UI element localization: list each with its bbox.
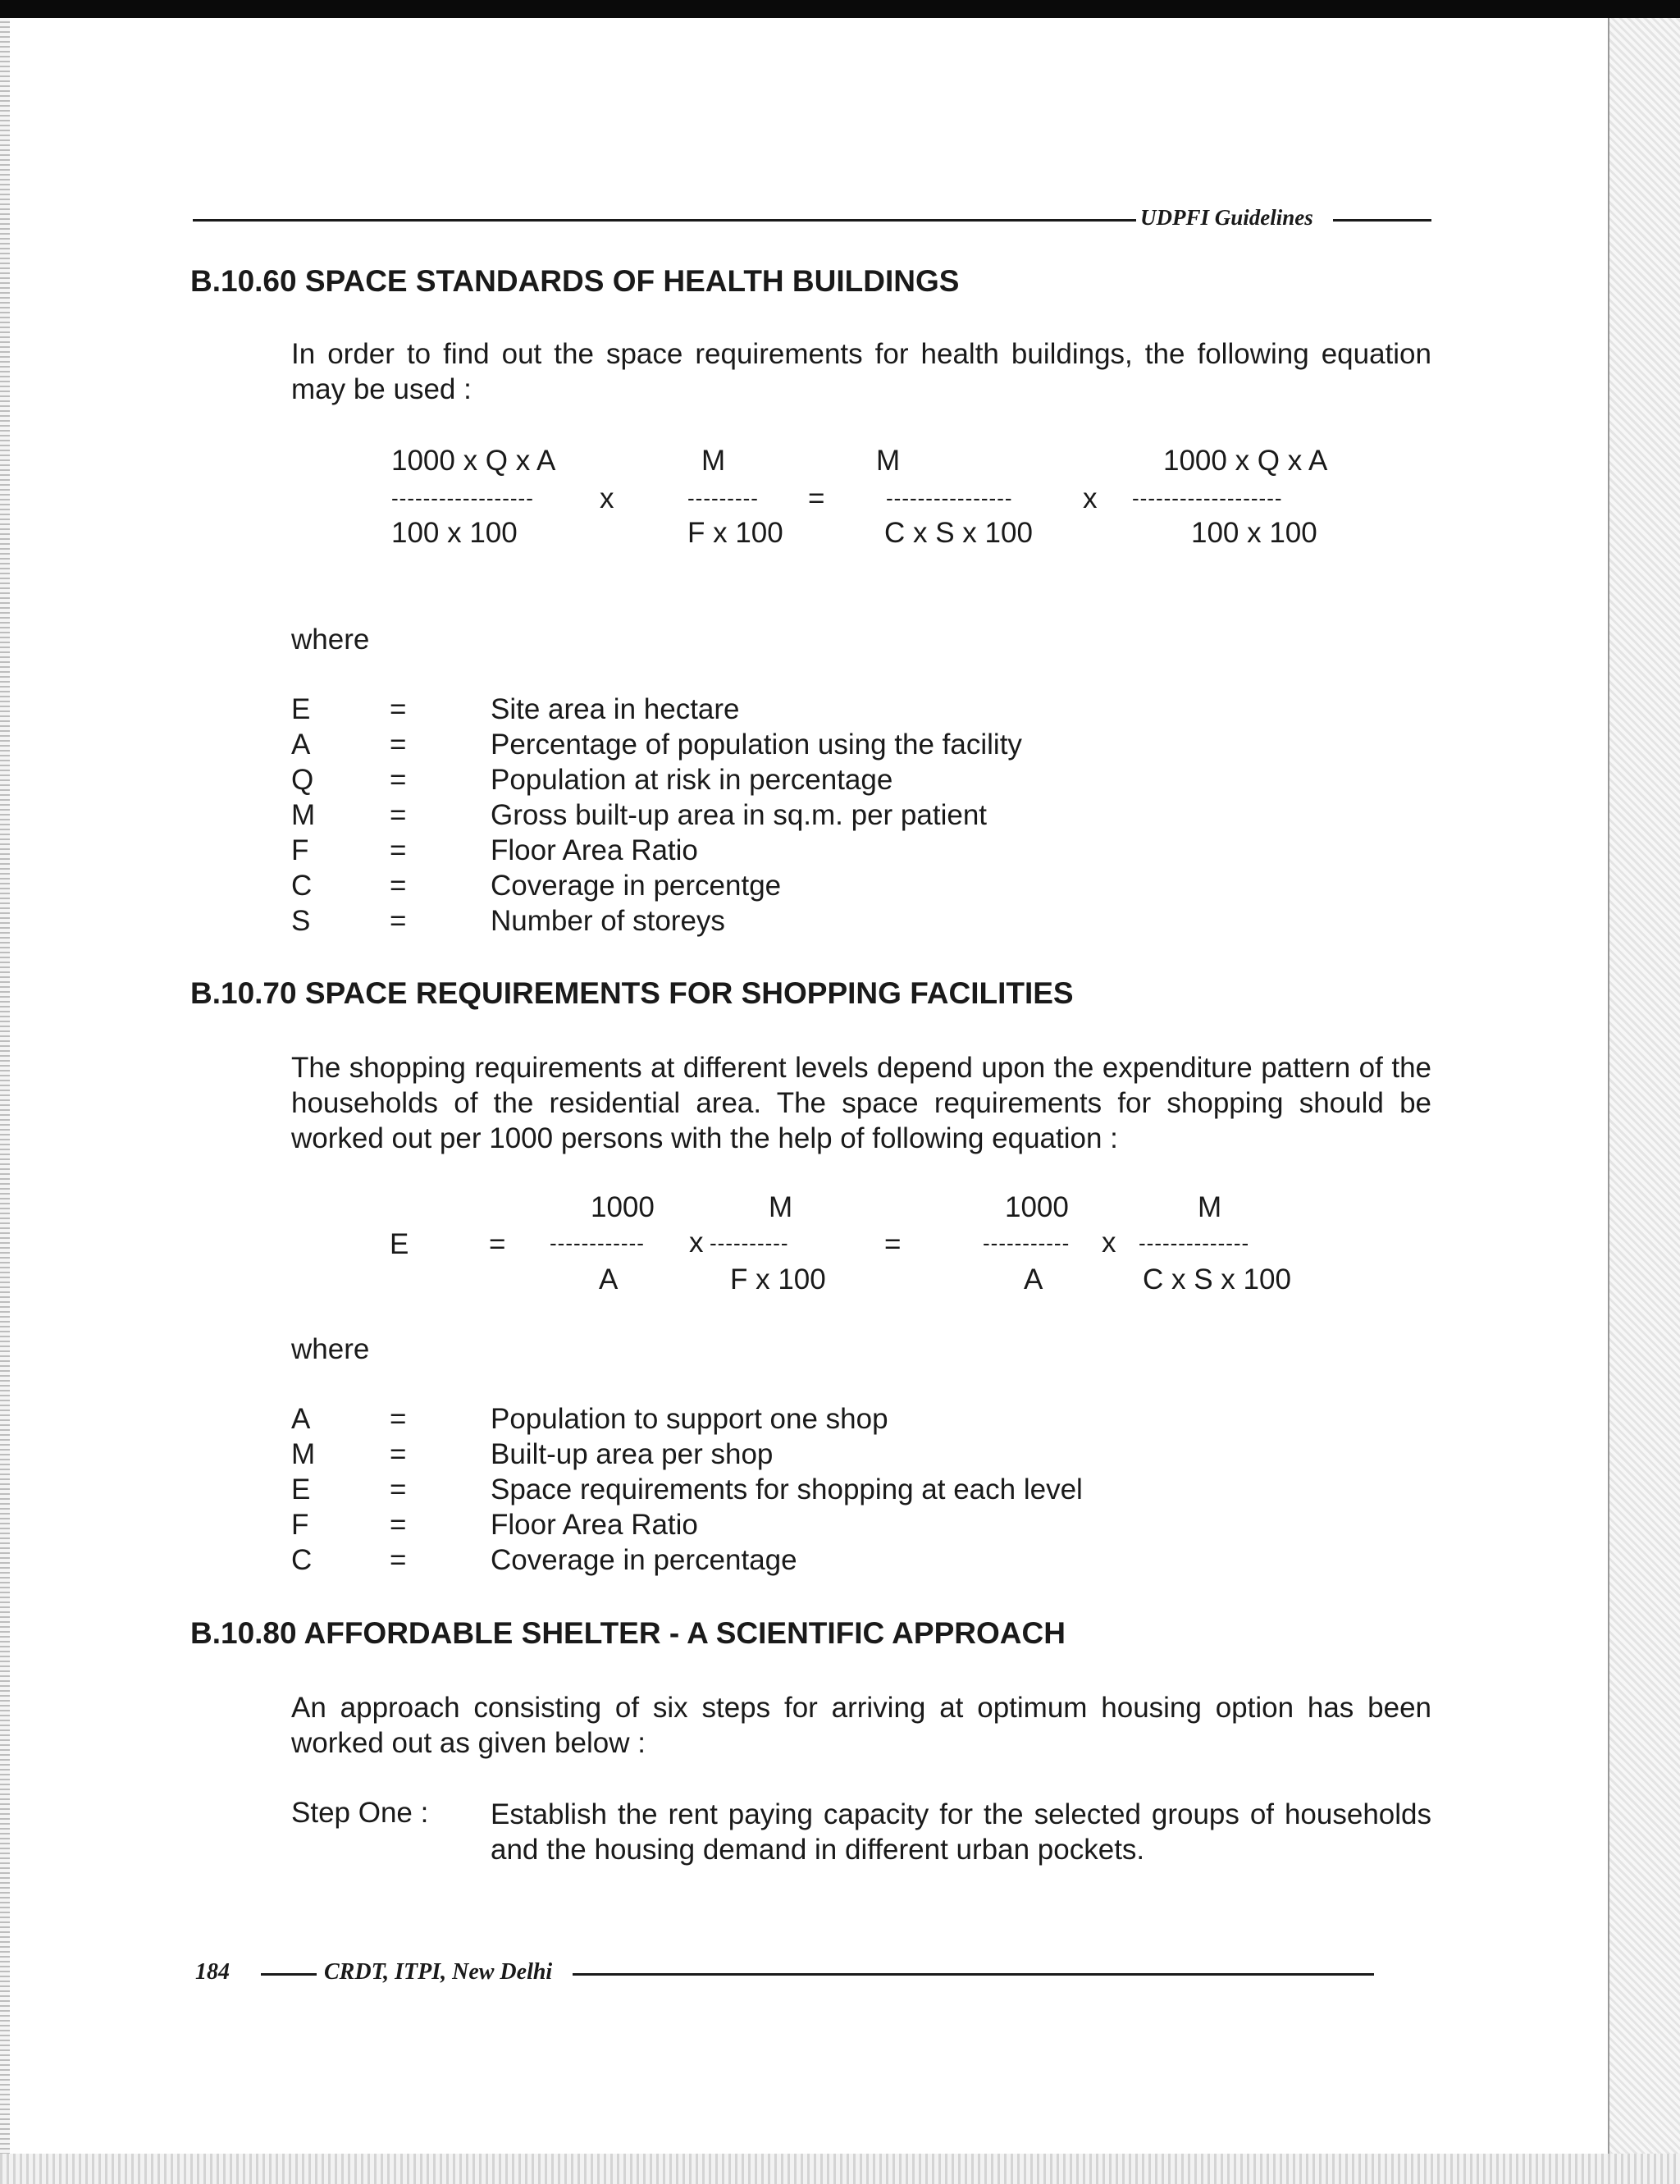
health-intro-paragraph: In order to find out the space requirements for health buildings, the following equation may be used : xyxy=(291,338,1431,405)
where-label: where xyxy=(291,1333,370,1365)
definition-equals: = xyxy=(390,870,407,902)
scan-left-edge xyxy=(0,18,10,2184)
term1-numerator: 1000 x Q x A xyxy=(391,445,556,477)
footer-source: CRDT, ITPI, New Delhi xyxy=(324,1959,553,1985)
term4-fraction-bar: ------------------- xyxy=(1132,486,1283,510)
where-label: where xyxy=(291,624,370,656)
shelter-intro-paragraph: An approach consisting of six steps for arriving at optimum housing option has been worked out as given below : xyxy=(291,1692,1431,1759)
page-number: 184 xyxy=(195,1959,230,1985)
page-edge-line xyxy=(1608,18,1609,2184)
times-operator: x xyxy=(689,1227,704,1259)
definition-symbol: Q xyxy=(291,764,314,796)
definition-text: Population at risk in percentage xyxy=(491,764,893,796)
definition-symbol: E xyxy=(291,1474,311,1505)
shopping-intro-paragraph: The shopping requirements at different levels depend upon the expenditure pattern of the households of the residential area. The space requirements for shopping should be worked out per 1000 persons with the help of following equation : xyxy=(291,1052,1431,1154)
term1-denominator: A xyxy=(599,1263,619,1295)
step-label: Step One : xyxy=(291,1797,429,1829)
definition-text: Floor Area Ratio xyxy=(491,1509,698,1541)
section-heading-health: B.10.60 SPACE STANDARDS OF HEALTH BUILDINGS xyxy=(190,264,960,298)
definition-equals: = xyxy=(390,1438,407,1470)
scan-right-edge xyxy=(1608,18,1680,2184)
definition-text: Built-up area per shop xyxy=(491,1438,774,1470)
running-header: UDPFI Guidelines xyxy=(1140,205,1313,230)
term2-denominator: F x 100 xyxy=(730,1263,826,1295)
definition-equals: = xyxy=(390,729,407,761)
term1-numerator: 1000 xyxy=(591,1191,655,1223)
definition-equals: = xyxy=(390,1509,407,1541)
term3-numerator: M xyxy=(876,445,901,477)
definition-text: Percentage of population using the facility xyxy=(491,729,1022,761)
section-heading-shopping: B.10.70 SPACE REQUIREMENTS FOR SHOPPING FACILITIES xyxy=(190,976,1074,1010)
equals-operator: = xyxy=(808,482,825,514)
term2-fraction-bar: ---------- xyxy=(710,1231,789,1255)
term2-fraction-bar: --------- xyxy=(687,486,759,510)
times-operator: x xyxy=(1083,482,1098,514)
term2-numerator: M xyxy=(769,1191,793,1223)
section-heading-shelter: B.10.80 AFFORDABLE SHELTER - A SCIENTIFIC APPROACH xyxy=(190,1616,1066,1650)
definition-symbol: E xyxy=(291,693,311,725)
equals-operator: = xyxy=(489,1228,506,1260)
definition-symbol: F xyxy=(291,834,309,866)
times-operator: x xyxy=(1102,1227,1116,1259)
header-rule-end xyxy=(1333,219,1431,222)
definition-equals: = xyxy=(390,1544,407,1576)
definition-text: Space requirements for shopping at each level xyxy=(491,1474,1083,1505)
term3-denominator: A xyxy=(1024,1263,1043,1295)
definition-equals: = xyxy=(390,1474,407,1505)
definition-symbol: C xyxy=(291,1544,313,1576)
definition-symbol: F xyxy=(291,1509,309,1541)
term2-denominator: F x 100 xyxy=(687,517,783,549)
definition-text: Site area in hectare xyxy=(491,693,740,725)
definition-text: Coverage in percentge xyxy=(491,870,782,902)
definition-text: Gross built-up area in sq.m. per patient xyxy=(491,799,988,831)
term4-denominator: C x S x 100 xyxy=(1143,1263,1291,1295)
definition-equals: = xyxy=(390,764,407,796)
footer-rule xyxy=(573,1973,1374,1976)
definition-equals: = xyxy=(390,1403,407,1435)
definition-symbol: C xyxy=(291,870,313,902)
footer-dash xyxy=(261,1973,317,1976)
definition-symbol: S xyxy=(291,905,311,937)
definition-symbol: A xyxy=(291,729,311,761)
step-text: Establish the rent paying capacity for the selected groups of households and the housing demand in different urban pockets. xyxy=(491,1798,1431,1866)
equals-operator: = xyxy=(884,1228,902,1260)
header-rule xyxy=(193,219,1136,222)
definition-symbol: M xyxy=(291,1438,316,1470)
term1-fraction-bar: ------------------ xyxy=(391,486,534,510)
term4-numerator: 1000 x Q x A xyxy=(1163,445,1328,477)
term4-numerator: M xyxy=(1198,1191,1222,1223)
definition-equals: = xyxy=(390,834,407,866)
term2-numerator: M xyxy=(701,445,726,477)
definition-equals: = xyxy=(390,693,407,725)
scan-bottom-edge xyxy=(0,2154,1680,2184)
term4-denominator: 100 x 100 xyxy=(1191,517,1317,549)
scan-top-border xyxy=(0,0,1680,18)
term3-fraction-bar: ---------------- xyxy=(886,486,1013,510)
times-operator: x xyxy=(600,482,614,514)
term1-denominator: 100 x 100 xyxy=(391,517,518,549)
definition-symbol: M xyxy=(291,799,316,831)
equation-lhs: E xyxy=(390,1228,409,1260)
definition-text: Floor Area Ratio xyxy=(491,834,698,866)
definition-symbol: A xyxy=(291,1403,311,1435)
definition-text: Number of storeys xyxy=(491,905,725,937)
term3-numerator: 1000 xyxy=(1005,1191,1069,1223)
definition-equals: = xyxy=(390,799,407,831)
term1-fraction-bar: ------------ xyxy=(550,1231,645,1255)
term3-denominator: C x S x 100 xyxy=(884,517,1033,549)
definition-equals: = xyxy=(390,905,407,937)
term3-fraction-bar: ----------- xyxy=(983,1231,1071,1255)
term4-fraction-bar: -------------- xyxy=(1139,1231,1250,1255)
definition-text: Coverage in percentage xyxy=(491,1544,797,1576)
definition-text: Population to support one shop xyxy=(491,1403,888,1435)
